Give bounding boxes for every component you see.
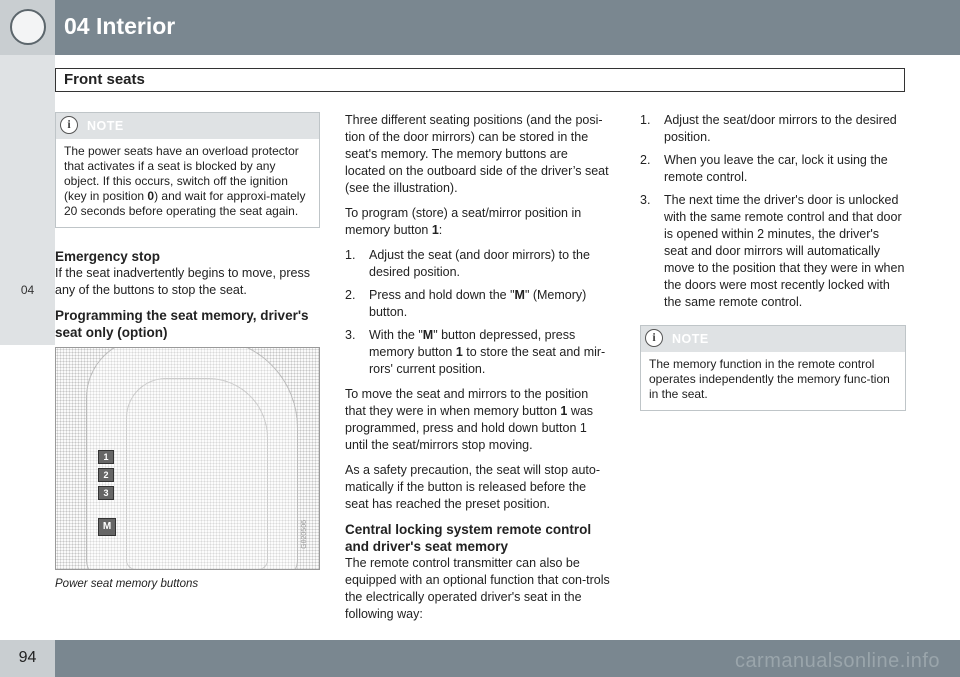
note-header xyxy=(641,326,905,352)
info-icon: i xyxy=(60,116,78,134)
note-box xyxy=(55,112,320,228)
program-instruction: To program (store) a seat/mirror position in memory button 1: xyxy=(345,206,582,237)
watermark-text: carmanualsonline.info xyxy=(734,650,940,672)
seat-contour xyxy=(126,378,268,570)
emergency-stop-heading: Emergency stop xyxy=(55,249,161,264)
info-icon: i xyxy=(645,329,663,347)
column-1 xyxy=(55,112,320,593)
memory-intro-text: Three different seating positions (and the posi-tion of the door mirrors) can be stored in the seat's memory. The memory buttons are located on the outboard side of the driver’s seat (see the illustration). xyxy=(345,113,609,195)
logo-area xyxy=(0,0,55,55)
list-item: 1. Adjust the seat (and door mirrors) to the desired position. xyxy=(345,248,590,279)
section-bar xyxy=(55,68,905,92)
program-steps-list xyxy=(345,247,610,378)
list-item: 3. The next time the driver's door is unlocked with the same remote control and that door is opened within 2 minutes, the driver's seat and door mirrors will automatically move to the position that they were in when the doors were most recently locked with the same remote control. xyxy=(640,193,905,309)
memory-button-2: 2 xyxy=(98,468,114,482)
remote-control-heading: Central locking system remote control and driver's seat memory xyxy=(345,522,592,554)
list-item: 2. Press and hold down the "M" (Memory) button. xyxy=(345,288,587,319)
chapter-side-tab xyxy=(0,55,55,345)
programming-heading: Programming the seat memory, driver's seat only (option) xyxy=(55,308,309,340)
note-box xyxy=(640,325,906,411)
remote-steps-list xyxy=(640,112,906,311)
seat-memory-illustration xyxy=(55,347,320,570)
memory-button-3: 3 xyxy=(98,486,114,500)
note-title: NOTE xyxy=(87,119,124,133)
side-tab-label: 04 xyxy=(20,283,35,297)
column-2 xyxy=(345,112,610,631)
section-title: Front seats xyxy=(64,71,145,88)
note-header xyxy=(56,113,319,139)
move-instruction: To move the seat and mirrors to the position that they were in when memory button 1 was programmed, press and hold down button 1 until the seat/mirrors stop moving. xyxy=(345,387,594,452)
page-footer xyxy=(0,640,960,677)
figure-code: G020506 xyxy=(301,520,308,549)
figure-caption: Power seat memory buttons xyxy=(55,578,199,590)
page-number: 94 xyxy=(18,649,37,666)
memory-button-m: M xyxy=(98,518,116,536)
note-text: The power seats have an overload protector that activates if a seat is blocked by any object. If this occurs, switch off the ignition (key in position 0) and wait for approxi-mately 20 seconds before operating the seat again. xyxy=(64,144,306,218)
list-item: 3. With the "M" button depressed, press memory button 1 to store the seat and mir-rors' current position. xyxy=(345,328,606,376)
safety-text: As a safety precaution, the seat will stop auto-matically if the button is released before the seat has reached the preset position. xyxy=(345,463,600,511)
remote-control-text: The remote control transmitter can also be equipped with an optional function that con-trols the electrically operated driver's seat in the following way: xyxy=(345,556,610,621)
note-title: NOTE xyxy=(672,332,709,346)
column-3 xyxy=(640,112,906,431)
page-number-box xyxy=(0,640,55,677)
emergency-stop-text: If the seat inadvertently begins to move, press any of the buttons to stop the seat. xyxy=(55,266,310,297)
list-item: 2. When you leave the car, lock it using the remote control. xyxy=(640,153,888,184)
page-header xyxy=(0,0,960,55)
brand-logo-icon xyxy=(10,9,46,45)
note-text: The memory function in the remote control operates independently the memory func-tion in the seat. xyxy=(649,357,890,401)
chapter-title: 04 Interior xyxy=(64,13,176,39)
list-item: 1. Adjust the seat/door mirrors to the desired position. xyxy=(640,113,897,144)
memory-button-1: 1 xyxy=(98,450,114,464)
